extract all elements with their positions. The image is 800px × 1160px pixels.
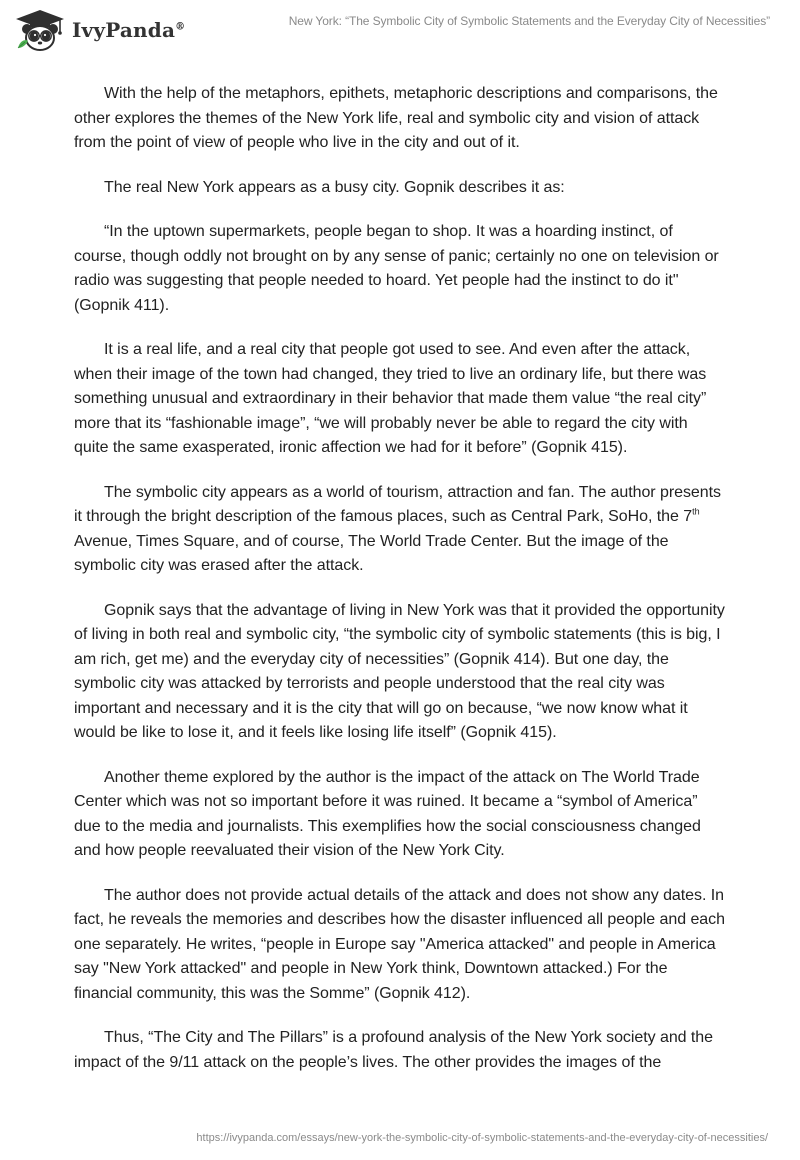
paragraph: It is a real life, and a real city that people got used to see. And even after the attack, when their image of the town had changed, they tried to live an ordinary life, but there was something unusual and extraordinary in their behavior that made them value “the real city” more that its “fashionable image”, “we will probably never be able to regard the city with quite the same exasperated, ironic affection we had for it before” (Gopnik 415). — [74, 341, 707, 456]
paragraph: Gopnik says that the advantage of living in New York was that it provided the opportunity of living in both real and symbolic city, “the symbolic city of symbolic statements (this is big, I am rich, get me) and the everyday city of necessities” (Gopnik 414). But one day, the symbolic city was attacked by terrorists and people understood that the real city was important and necessary and it is the city that will go on because, “we now know what it would be like to lose it, and it feels like losing life itself” (Gopnik 415). — [74, 601, 725, 741]
paragraph: The real New York appears as a busy city. Gopnik describes it as: — [104, 178, 565, 196]
paragraph: With the help of the metaphors, epithets, metaphoric descriptions and comparisons, the other explores the themes of the New York life, real and symbolic city and vision of attack from the point of view of people who live in the city and out of it. — [74, 85, 718, 151]
paragraph: The author does not provide actual details of the attack and does not show any dates. In fact, he reveals the memories and describes how the disaster influenced all people and each one separately. He writes, “people in Europe say "America attacked" and people in America say "New York attacked" and people in New York think, Downtown attacked.) For the financial community, this was the Somme” (Gopnik 412). — [74, 886, 725, 1002]
essay-body — [74, 82, 726, 1095]
running-title: New York: “The Symbolic City of Symbolic Statements and the Everyday City of Necessities” — [288, 14, 770, 28]
panda-graduate-icon — [14, 8, 66, 52]
paragraph-quote: “In the uptown supermarkets, people began to shop. It was a hoarding instinct, of course, though oddly not brought on by any sense of panic; certainly no one on television or radio was suggesting that people needed to hoard. Yet people had the instinct to do it" (Gopnik 411). — [74, 223, 719, 314]
brand-name: IvyPanda® — [72, 18, 186, 42]
ordinal-superscript: th — [692, 506, 700, 517]
paragraph — [74, 481, 726, 579]
paragraph-text: Avenue, Times Square, and of course, The World Trade Center. But the image of the symbolic city was erased after the attack. — [74, 532, 669, 574]
page-header — [0, 0, 800, 60]
brand-logo[interactable] — [14, 8, 185, 52]
registered-mark: ® — [175, 21, 186, 33]
paragraph-text: The symbolic city appears as a world of tourism, attraction and fan. The author presents it through the bright description of the famous places, such as Central Park, SoHo, the 7 — [74, 483, 721, 525]
source-url[interactable]: https://ivypanda.com/essays/new-york-the-symbolic-city-of-symbolic-statements-and-the-everyday-city-of-necessities/ — [196, 1132, 768, 1144]
paragraph: Thus, “The City and The Pillars” is a profound analysis of the New York society and the impact of the 9/11 attack on the people’s lives. The other provides the images of the — [74, 1029, 714, 1071]
paragraph: Another theme explored by the author is the impact of the attack on The World Trade Center which was not so important before it was ruined. It became a “symbol of America” due to the media and journalists. This exemplifies how the social consciousness changed and how people reevaluated their vision of the New York City. — [74, 768, 701, 859]
